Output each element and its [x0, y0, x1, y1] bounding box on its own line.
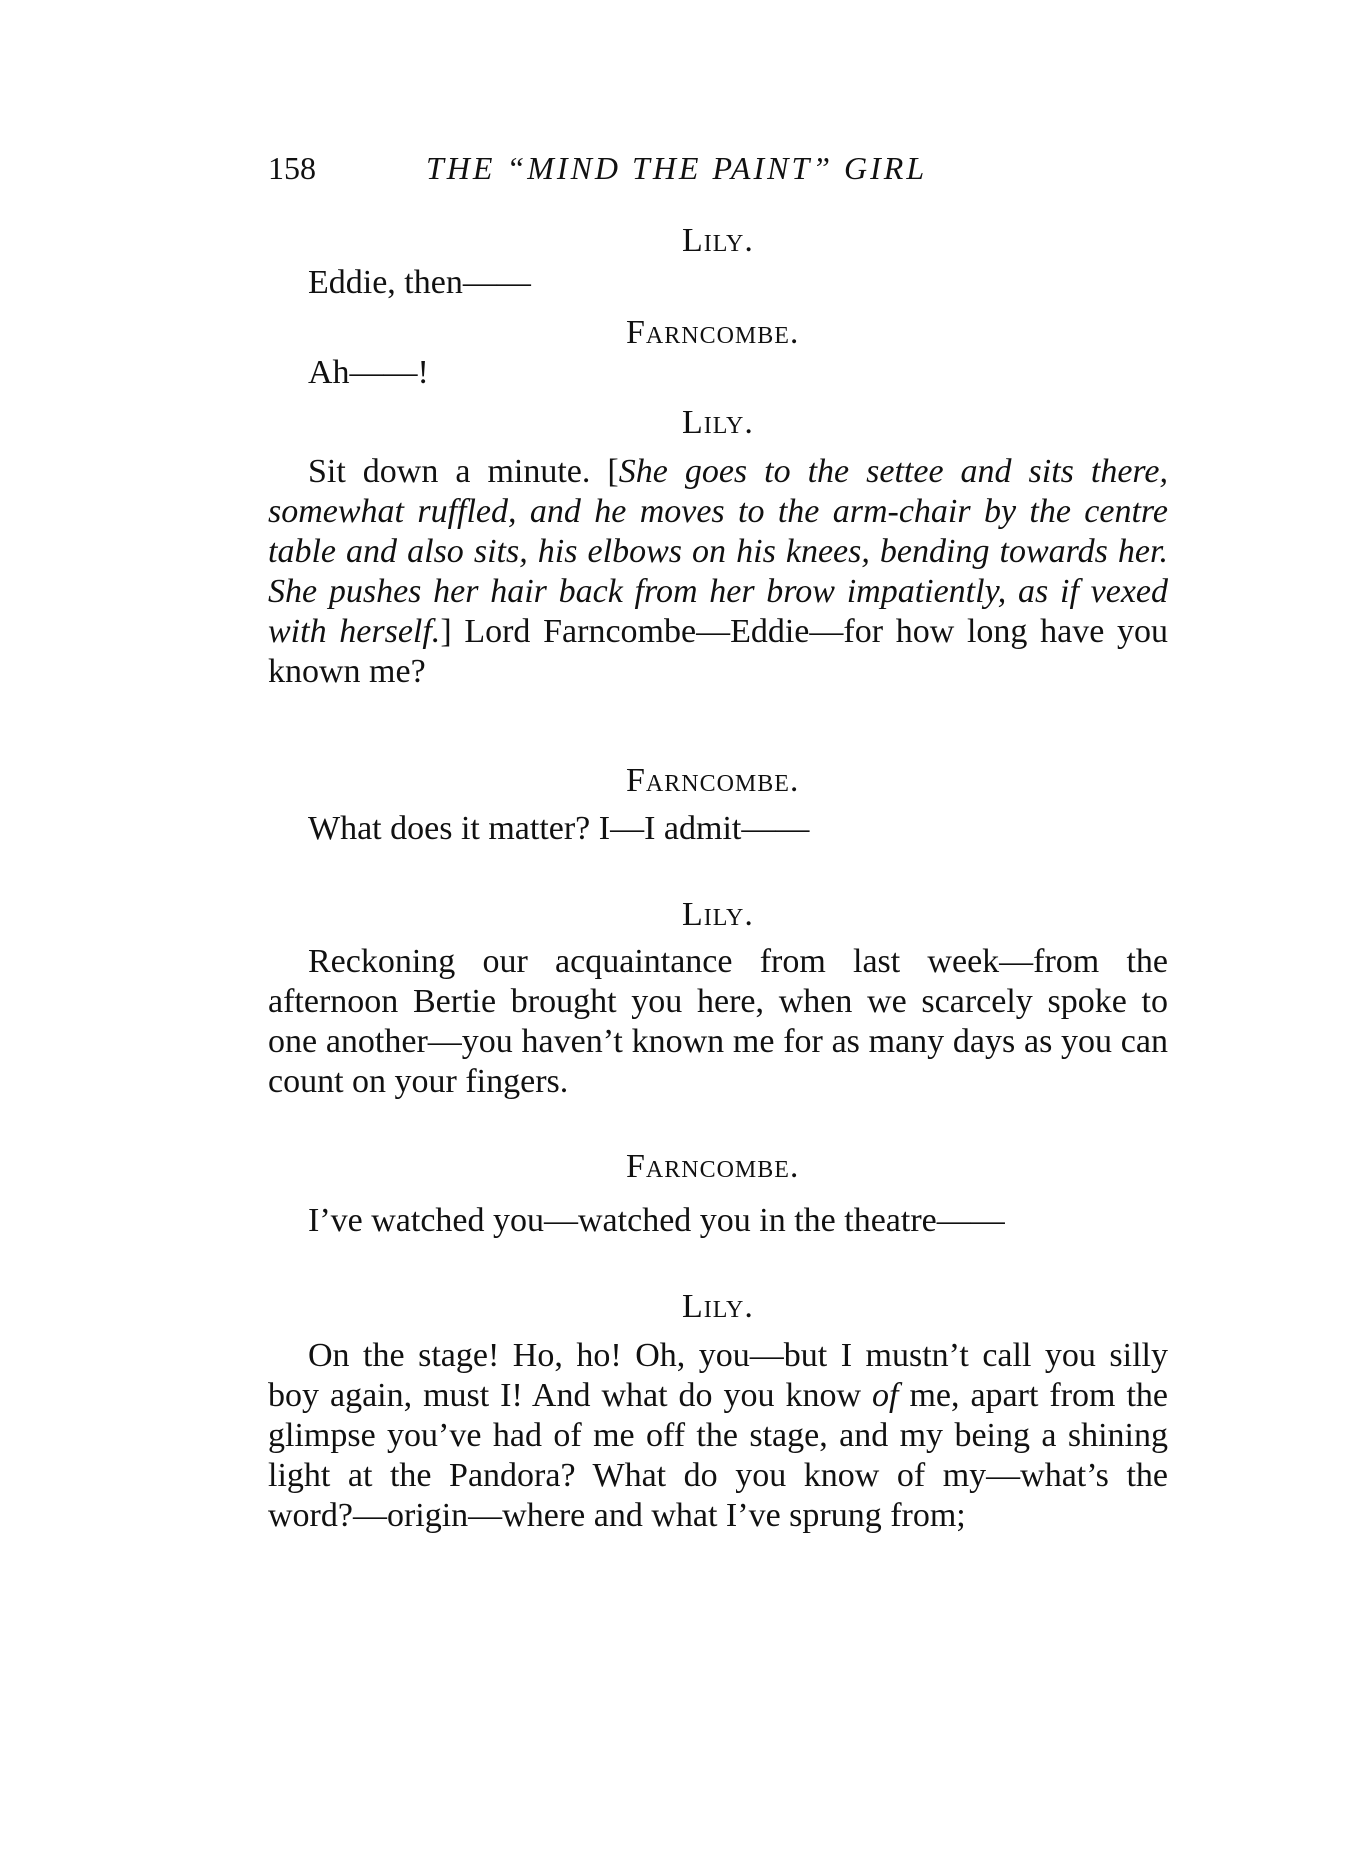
speaker-name: Lily. [682, 404, 754, 441]
page-header [268, 150, 1168, 196]
speaker-name: Lily. [682, 896, 754, 933]
speaker-name: Farncombe. [626, 762, 800, 799]
dialogue-paragraph [268, 452, 1168, 692]
speaker-name: Farncombe. [626, 1148, 800, 1185]
dialogue-text: Sit down a minute. [ [308, 453, 619, 490]
speaker-name: Farncombe. [626, 314, 800, 351]
stage-direction: She goes to the settee and sits there, somewhat ruffled, and he moves to the arm-chair by the centre table and also sits, his elbows on his knees, bending towards her. She pushes her hair back from her brow impatiently, as if vexed with herself. [268, 453, 1168, 650]
dialogue-text: On the stage! Ho, ho! Oh, you—but I mustn’t call you silly boy again, must I! And what do you know [268, 1337, 1168, 1414]
running-title: THE “MIND THE PAINT” GIRL [426, 150, 928, 186]
dialogue-paragraph [268, 1336, 1168, 1536]
dialogue-line: Ah——! [308, 354, 429, 391]
dialogue-line: I’ve watched you—watched you in the theatre—— [308, 1202, 1005, 1239]
dialogue-line: Eddie, then—— [308, 264, 531, 301]
dialogue-paragraph: Reckoning our acquaintance from last week—from the afternoon Bertie brought you here, when we scarcely spoke to one another—you haven’t known me for as many days as you can count on your fingers. [268, 943, 1168, 1100]
page-number: 158 [268, 150, 316, 186]
emphasis: of [872, 1377, 899, 1414]
speaker-name: Lily. [682, 222, 754, 259]
dialogue-text: ] Lord Farncombe—Eddie—for how long have you known me? [268, 613, 1168, 690]
speaker-name: Lily. [682, 1288, 754, 1325]
dialogue-line: What does it matter? I—I admit—— [308, 810, 810, 847]
dialogue-text: me, apart from the glimpse you’ve had of me off the stage, and my being a shining light at the Pandora? What do you know of my—what’s the word?—origin—where and what I’ve sprung from; [268, 1377, 1168, 1534]
